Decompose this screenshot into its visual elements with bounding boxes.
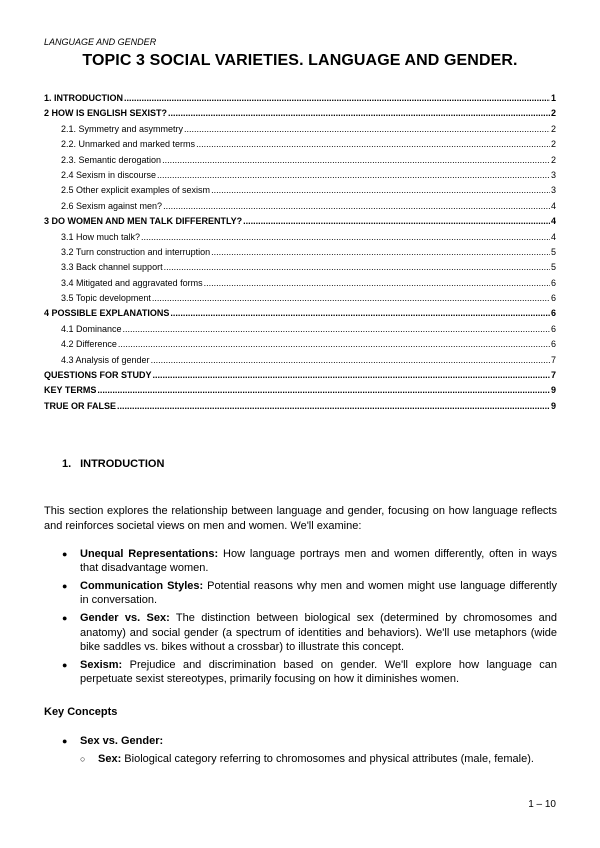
toc-entry-label: 3.5 Topic development bbox=[61, 293, 151, 304]
bullet-item bbox=[62, 658, 557, 687]
toc-leader-dots bbox=[118, 337, 550, 352]
toc-entry-page: 6 bbox=[550, 293, 556, 304]
key-concepts-heading: Key Concepts bbox=[44, 706, 118, 718]
toc-leader-dots bbox=[117, 399, 550, 414]
document-title: TOPIC 3 SOCIAL VARIETIES. LANGUAGE AND GENDER. bbox=[82, 52, 518, 69]
toc-entry-page: 4 bbox=[550, 200, 556, 211]
toc-entry-label: 2.3. Semantic derogation bbox=[61, 154, 162, 165]
toc-entry-page: 7 bbox=[550, 354, 556, 365]
bullet-text: How language portrays men and women differently, often in ways that disadvantage women. bbox=[80, 548, 557, 575]
toc-entry-page: 2 bbox=[550, 108, 556, 119]
toc-leader-dots bbox=[211, 183, 550, 198]
toc-leader-dots bbox=[196, 137, 550, 152]
bullet-term: Gender vs. Sex: bbox=[80, 612, 170, 625]
toc-entry-page: 6 bbox=[550, 339, 556, 350]
toc-entry[interactable] bbox=[44, 276, 556, 291]
intro-paragraph: This section explores the relationship between language and gender, focusing on how language reflects and reinforces societal views on men and women. We'll examine: bbox=[44, 505, 557, 532]
toc-leader-dots bbox=[123, 322, 550, 337]
toc-entry-label: 2 HOW IS ENGLISH SEXIST? bbox=[44, 108, 168, 119]
key-concept-item bbox=[62, 734, 557, 767]
toc-entry-page: 2 bbox=[550, 123, 556, 134]
key-concepts-list bbox=[62, 734, 557, 767]
toc-entry-label: 2.6 Sexism against men? bbox=[61, 200, 163, 211]
key-concept-sub-list bbox=[80, 752, 557, 766]
bullet-term: Unequal Representations: bbox=[80, 548, 219, 560]
toc-entry[interactable] bbox=[44, 245, 556, 260]
toc-entry-page: 4 bbox=[550, 216, 556, 227]
toc-leader-dots bbox=[124, 91, 550, 106]
toc-entry-page: 4 bbox=[550, 231, 556, 242]
toc-entry-page: 9 bbox=[550, 385, 556, 396]
toc-entry-label: 3.1 How much talk? bbox=[61, 231, 141, 242]
toc-entry-label: 3.4 Mitigated and aggravated forms bbox=[61, 277, 203, 288]
toc-entry-page: 7 bbox=[550, 370, 556, 381]
key-concept-sub-item bbox=[80, 752, 557, 766]
toc-entry-label: 1. INTRODUCTION bbox=[44, 93, 124, 103]
key-concept-label: Sex vs. Gender: bbox=[80, 735, 164, 747]
toc-leader-dots bbox=[163, 199, 550, 214]
toc-entry-page: 5 bbox=[550, 246, 556, 257]
toc-entry-page: 6 bbox=[550, 323, 556, 334]
toc-leader-dots bbox=[157, 168, 550, 183]
toc-entry[interactable] bbox=[44, 368, 556, 383]
toc-entry-page: 6 bbox=[550, 308, 556, 319]
toc-entry-label: 3.2 Turn construction and interruption bbox=[61, 246, 211, 257]
toc-entry[interactable] bbox=[44, 291, 556, 306]
toc-entry-label: 3 DO WOMEN AND MEN TALK DIFFERENTLY? bbox=[44, 216, 243, 227]
toc-entry-page: 5 bbox=[550, 262, 556, 273]
bullet-text: The distinction between biological sex (determined by chromosomes and anatomy) and social gender (a spectrum of identities and behaviors). We'll use metaphors (wide bike saddles vs. bikes without a crossbar) to illustrate this concept. bbox=[80, 612, 557, 653]
toc-leader-dots bbox=[151, 353, 550, 368]
bullet-item bbox=[62, 547, 557, 576]
toc-leader-dots bbox=[211, 245, 550, 260]
toc-entry-label: 2.5 Other explicit examples of sexism bbox=[61, 185, 211, 196]
toc-entry-label: 4.2 Difference bbox=[61, 339, 117, 350]
toc-entry[interactable] bbox=[44, 91, 556, 106]
toc-leader-dots bbox=[243, 214, 550, 229]
toc-entry-label: KEY TERMS bbox=[44, 385, 97, 396]
sub-item-text: Biological category referring to chromosomes and physical attributes (male, female). bbox=[121, 753, 534, 766]
toc-entry[interactable] bbox=[44, 399, 556, 414]
toc-entry[interactable] bbox=[44, 353, 556, 368]
toc-entry[interactable] bbox=[44, 137, 556, 152]
toc-entry-page: 3 bbox=[550, 185, 556, 196]
toc-leader-dots bbox=[168, 106, 550, 121]
toc-entry[interactable] bbox=[44, 122, 556, 137]
toc-leader-dots bbox=[153, 368, 550, 383]
bullet-term: Sexism: bbox=[80, 658, 123, 671]
toc-entry-label: 3.3 Back channel support bbox=[61, 262, 163, 273]
toc-entry-label: QUESTIONS FOR STUDY bbox=[44, 370, 152, 381]
toc-entry[interactable] bbox=[44, 337, 556, 352]
toc-entry-label: 4.3 Analysis of gender bbox=[61, 354, 150, 365]
toc-leader-dots bbox=[152, 291, 550, 306]
toc-entry-page: 2 bbox=[550, 139, 556, 150]
bullet-item bbox=[62, 579, 557, 608]
toc-entry[interactable] bbox=[44, 383, 556, 398]
toc-entry-page: 3 bbox=[550, 169, 556, 180]
section-heading bbox=[62, 458, 164, 470]
toc-entry[interactable] bbox=[44, 230, 556, 245]
toc-entry-label: 4.1 Dominance bbox=[61, 323, 122, 334]
toc-leader-dots bbox=[204, 276, 550, 291]
toc-entry[interactable] bbox=[44, 106, 556, 121]
toc-entry-label: 4 POSSIBLE EXPLANATIONS bbox=[44, 308, 170, 319]
toc-leader-dots bbox=[164, 260, 550, 275]
intro-bullet-list bbox=[62, 547, 557, 690]
sub-item-term: Sex: bbox=[98, 753, 122, 766]
toc-entry-label: 2.4 Sexism in discourse bbox=[61, 169, 157, 180]
table-of-contents bbox=[44, 91, 556, 414]
toc-entry[interactable] bbox=[44, 153, 556, 168]
toc-leader-dots bbox=[170, 306, 550, 321]
toc-entry-label: TRUE OR FALSE bbox=[44, 400, 117, 411]
toc-entry-label: 2.2. Unmarked and marked terms bbox=[61, 139, 196, 150]
bullet-text: Prejudice and discrimination based on gender. We'll explore how language can perpetuate sexist stereotypes, primarily focusing on how it diminishes women. bbox=[80, 658, 557, 686]
toc-leader-dots bbox=[141, 230, 550, 245]
toc-entry[interactable] bbox=[44, 214, 556, 229]
bullet-item bbox=[62, 611, 557, 654]
toc-leader-dots bbox=[184, 122, 550, 137]
toc-leader-dots bbox=[97, 383, 550, 398]
toc-entry[interactable] bbox=[44, 260, 556, 275]
toc-entry-page: 9 bbox=[550, 400, 556, 411]
page-number: 1 – 10 bbox=[528, 799, 556, 810]
toc-entry[interactable] bbox=[44, 168, 556, 183]
section-title: INTRODUCTION bbox=[80, 458, 165, 470]
toc-entry-page: 1 bbox=[550, 93, 556, 103]
toc-entry-page: 2 bbox=[550, 154, 556, 165]
section-number: 1. bbox=[62, 458, 72, 470]
toc-entry-page: 6 bbox=[550, 277, 556, 288]
toc-entry-label: 2.1. Symmetry and asymmetry bbox=[61, 123, 184, 134]
bullet-text: Potential reasons why men and women might use language differently in conversation. bbox=[80, 580, 558, 607]
toc-entry[interactable] bbox=[44, 183, 556, 198]
toc-entry[interactable] bbox=[44, 199, 556, 214]
toc-entry[interactable] bbox=[44, 306, 556, 321]
running-header: LANGUAGE AND GENDER bbox=[44, 37, 157, 47]
toc-entry[interactable] bbox=[44, 322, 556, 337]
toc-leader-dots bbox=[162, 153, 550, 168]
bullet-term: Communication Styles: bbox=[80, 580, 204, 593]
